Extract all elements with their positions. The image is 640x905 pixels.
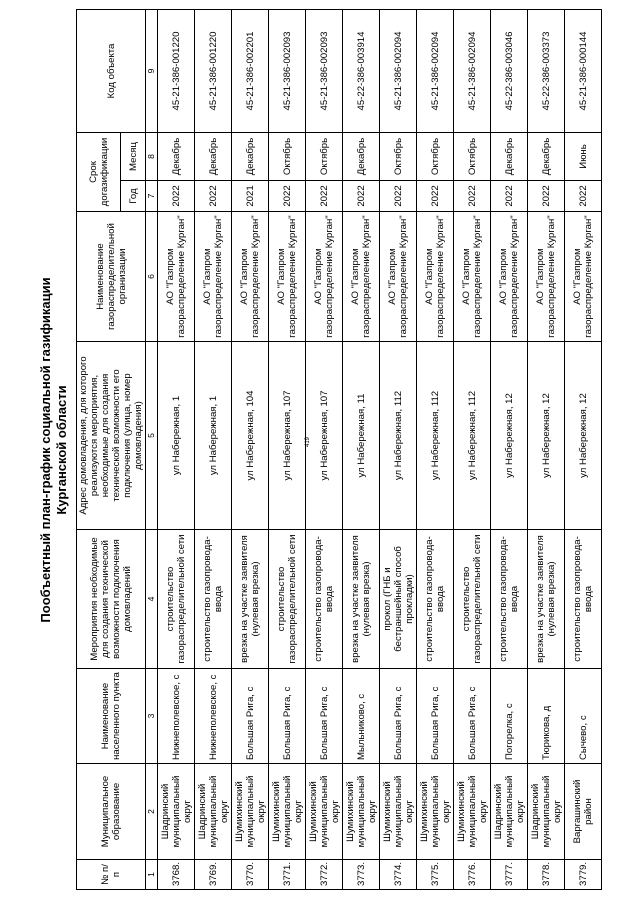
table-row [232,9,269,889]
cell-month: Декабрь [528,132,565,180]
document-body [38,10,598,890]
cell-year: 2022 [417,181,454,212]
cell-measure: врезка на участке заявителя (нулевая врезка) [528,530,565,669]
cell-organization: АО "Газпром газораспределение Курган" [528,212,565,342]
table-row [269,9,306,889]
column-number: 7 [146,181,158,212]
column-number-row [146,9,158,889]
cell-object-code: 45-21-386-002094 [380,9,417,132]
cell-year: 2022 [269,181,306,212]
table-row [158,9,195,889]
cell-number: 3777. [491,860,528,890]
cell-object-code: 45-21-386-000144 [565,9,602,132]
cell-month: Декабрь [195,132,232,180]
cell-address: ул Набережная, 112 [380,342,417,530]
cell-settlement: Большая Рига, с [417,669,454,764]
cell-organization: АО "Газпром газораспределение Курган" [232,212,269,342]
cell-year: 2021 [232,181,269,212]
cell-month: Декабрь [232,132,269,180]
table-row [343,9,380,889]
title-line-1: Пообъектный план-график социальной газификации [38,277,53,623]
cell-organization: АО "Газпром газораспределение Курган" [491,212,528,342]
cell-settlement: Большая Рига, с [232,669,269,764]
cell-year: 2022 [528,181,565,212]
column-number: 9 [146,9,158,132]
cell-municipality: Шумихинский муниципальный округ [306,764,343,860]
title-line-2: Курганской области [54,385,69,515]
cell-address: ул Набережная, 11 [343,342,380,530]
cell-organization: АО "Газпром газораспределение Курган" [306,212,343,342]
cell-measure: строительство газопровода-ввода [417,530,454,669]
cell-month: Декабрь [491,132,528,180]
cell-address: ул Набережная, 107 [269,342,306,530]
table-row [491,9,528,889]
cell-address: ул Набережная, 112 [417,342,454,530]
cell-object-code: 45-22-386-003373 [528,9,565,132]
table-row [565,9,602,889]
cell-settlement: Большая Рига, с [454,669,491,764]
cell-month: Октябрь [306,132,343,180]
cell-municipality: Шумихинский муниципальный округ [454,764,491,860]
cell-municipality: Шумихинский муниципальный округ [417,764,454,860]
column-number: 3 [146,669,158,764]
cell-month: Октябрь [417,132,454,180]
header-number: № п/п [77,860,146,890]
cell-month: Октябрь [269,132,306,180]
cell-number: 3768. [158,860,195,890]
cell-address: ул Набережная, 112 [454,342,491,530]
cell-settlement: Большая Рига, с [380,669,417,764]
cell-settlement: Нижнеполевское, с [195,669,232,764]
cell-municipality: Варгашинский район [565,764,602,860]
cell-number: 3775. [417,860,454,890]
cell-settlement: Тюрикова, д [528,669,565,764]
table-row [195,9,232,889]
cell-municipality: Шумихинский муниципальный округ [380,764,417,860]
cell-object-code: 45-21-386-001220 [195,9,232,132]
cell-organization: АО "Газпром газораспределение Курган" [565,212,602,342]
cell-organization: АО "Газпром газораспределение Курган" [158,212,195,342]
header-organization: Наименование газораспределительной организации [77,212,146,342]
column-number: 2 [146,764,158,860]
table-row [380,9,417,889]
cell-object-code: 45-21-386-002201 [232,9,269,132]
cell-municipality: Шадринский муниципальный округ [158,764,195,860]
table-row [417,9,454,889]
cell-number: 3772. [306,860,343,890]
cell-month: Декабрь [158,132,195,180]
cell-settlement: Большая Рига, с [306,669,343,764]
cell-object-code: 45-21-386-001220 [158,9,195,132]
cell-object-code: 45-22-386-003046 [491,9,528,132]
cell-organization: АО "Газпром газораспределение Курган" [454,212,491,342]
cell-year: 2022 [565,181,602,212]
header-measures: Мероприятия необходимые для создания технической возможности подключения домовладений [77,530,146,669]
cell-organization: АО "Газпром газораспределение Курган" [417,212,454,342]
document-title [38,10,70,890]
header-deadline: Срок догазификации [77,132,121,211]
cell-organization: АО "Газпром газораспределение Курган" [343,212,380,342]
cell-month: Октябрь [454,132,491,180]
cell-measure: врезка на участке заявителя (нулевая врезка) [343,530,380,669]
cell-municipality: Шумихинский муниципальный округ [269,764,306,860]
cell-month: Июнь [565,132,602,180]
cell-address: ул Набережная, 1 [195,342,232,530]
cell-measure: строительство газопровода-ввода [565,530,602,669]
cell-year: 2022 [195,181,232,212]
cell-number: 3770. [232,860,269,890]
cell-settlement: Сычево, с [565,669,602,764]
cell-object-code: 45-21-386-002094 [417,9,454,132]
cell-organization: АО "Газпром газораспределение Курган" [380,212,417,342]
gasification-schedule-table [76,9,602,890]
header-month: Месяц [121,132,146,180]
cell-measure: строительство газораспределительной сети [158,530,195,669]
cell-month: Декабрь [343,132,380,180]
header-settlement: Наименование населенного пункта [77,669,146,764]
cell-year: 2022 [491,181,528,212]
cell-measure: врезка на участке заявителя (нулевая врезка) [232,530,269,669]
cell-settlement: Большая Рига, с [269,669,306,764]
cell-year: 2022 [158,181,195,212]
cell-number: 3779. [565,860,602,890]
cell-year: 2022 [454,181,491,212]
cell-number: 3771. [269,860,306,890]
column-number: 8 [146,132,158,180]
cell-address: ул Набережная, 12 [491,342,528,530]
cell-measure: строительство газопровода-ввода [306,530,343,669]
cell-year: 2022 [306,181,343,212]
cell-year: 2022 [380,181,417,212]
cell-number: 3774. [380,860,417,890]
cell-municipality: Шадринский муниципальный округ [195,764,232,860]
column-number: 5 [146,342,158,530]
cell-object-code: 45-22-386-003914 [343,9,380,132]
column-number: 1 [146,860,158,890]
cell-address: ул Набережная, 104 [232,342,269,530]
cell-organization: АО "Газпром газораспределение Курган" [195,212,232,342]
header-object-code: Код объекта [77,9,146,132]
cell-object-code: 45-21-386-002093 [269,9,306,132]
header-municipality: Муниципальное образование [77,764,146,860]
cell-number: 3778. [528,860,565,890]
cell-settlement: Мыльниково, с [343,669,380,764]
cell-measure: строительство газораспределительной сети [454,530,491,669]
cell-municipality: Шадринский муниципальный округ [491,764,528,860]
table-row [454,9,491,889]
cell-measure: строительство газопровода-ввода [491,530,528,669]
column-number: 4 [146,530,158,669]
cell-address: ул Набережная, 12 [565,342,602,530]
cell-number: 3769. [195,860,232,890]
table-row [306,9,343,889]
header-year: Год [121,181,146,212]
cell-settlement: Погорелка, с [491,669,528,764]
cell-object-code: 45-21-386-002093 [306,9,343,132]
cell-measure: строительство газораспределительной сети [269,530,306,669]
page-number: 419 [305,437,311,448]
cell-number: 3773. [343,860,380,890]
cell-month: Октябрь [380,132,417,180]
cell-year: 2022 [343,181,380,212]
column-number: 6 [146,212,158,342]
cell-measure: прокол (ГНБ и бестраншейный способ прокладки) [380,530,417,669]
cell-measure: строительство газопровода-ввода [195,530,232,669]
table-row [528,9,565,889]
cell-number: 3776. [454,860,491,890]
cell-municipality: Шумихинский муниципальный округ [343,764,380,860]
header-address: Адрес домовладения, для которого реализуются мероприятия, необходимые для создания технической возможности его подключения (улица, номер домовладения) [77,342,146,530]
cell-object-code: 45-21-386-002094 [454,9,491,132]
cell-settlement: Нижнеполевское, с [158,669,195,764]
cell-municipality: Шадринский муниципальный округ [528,764,565,860]
cell-municipality: Шумихинский муниципальный округ [232,764,269,860]
cell-address: ул Набережная, 12 [528,342,565,530]
cell-address: ул Набережная, 107 [306,342,343,530]
cell-address: ул Набережная, 1 [158,342,195,530]
cell-organization: АО "Газпром газораспределение Курган" [269,212,306,342]
